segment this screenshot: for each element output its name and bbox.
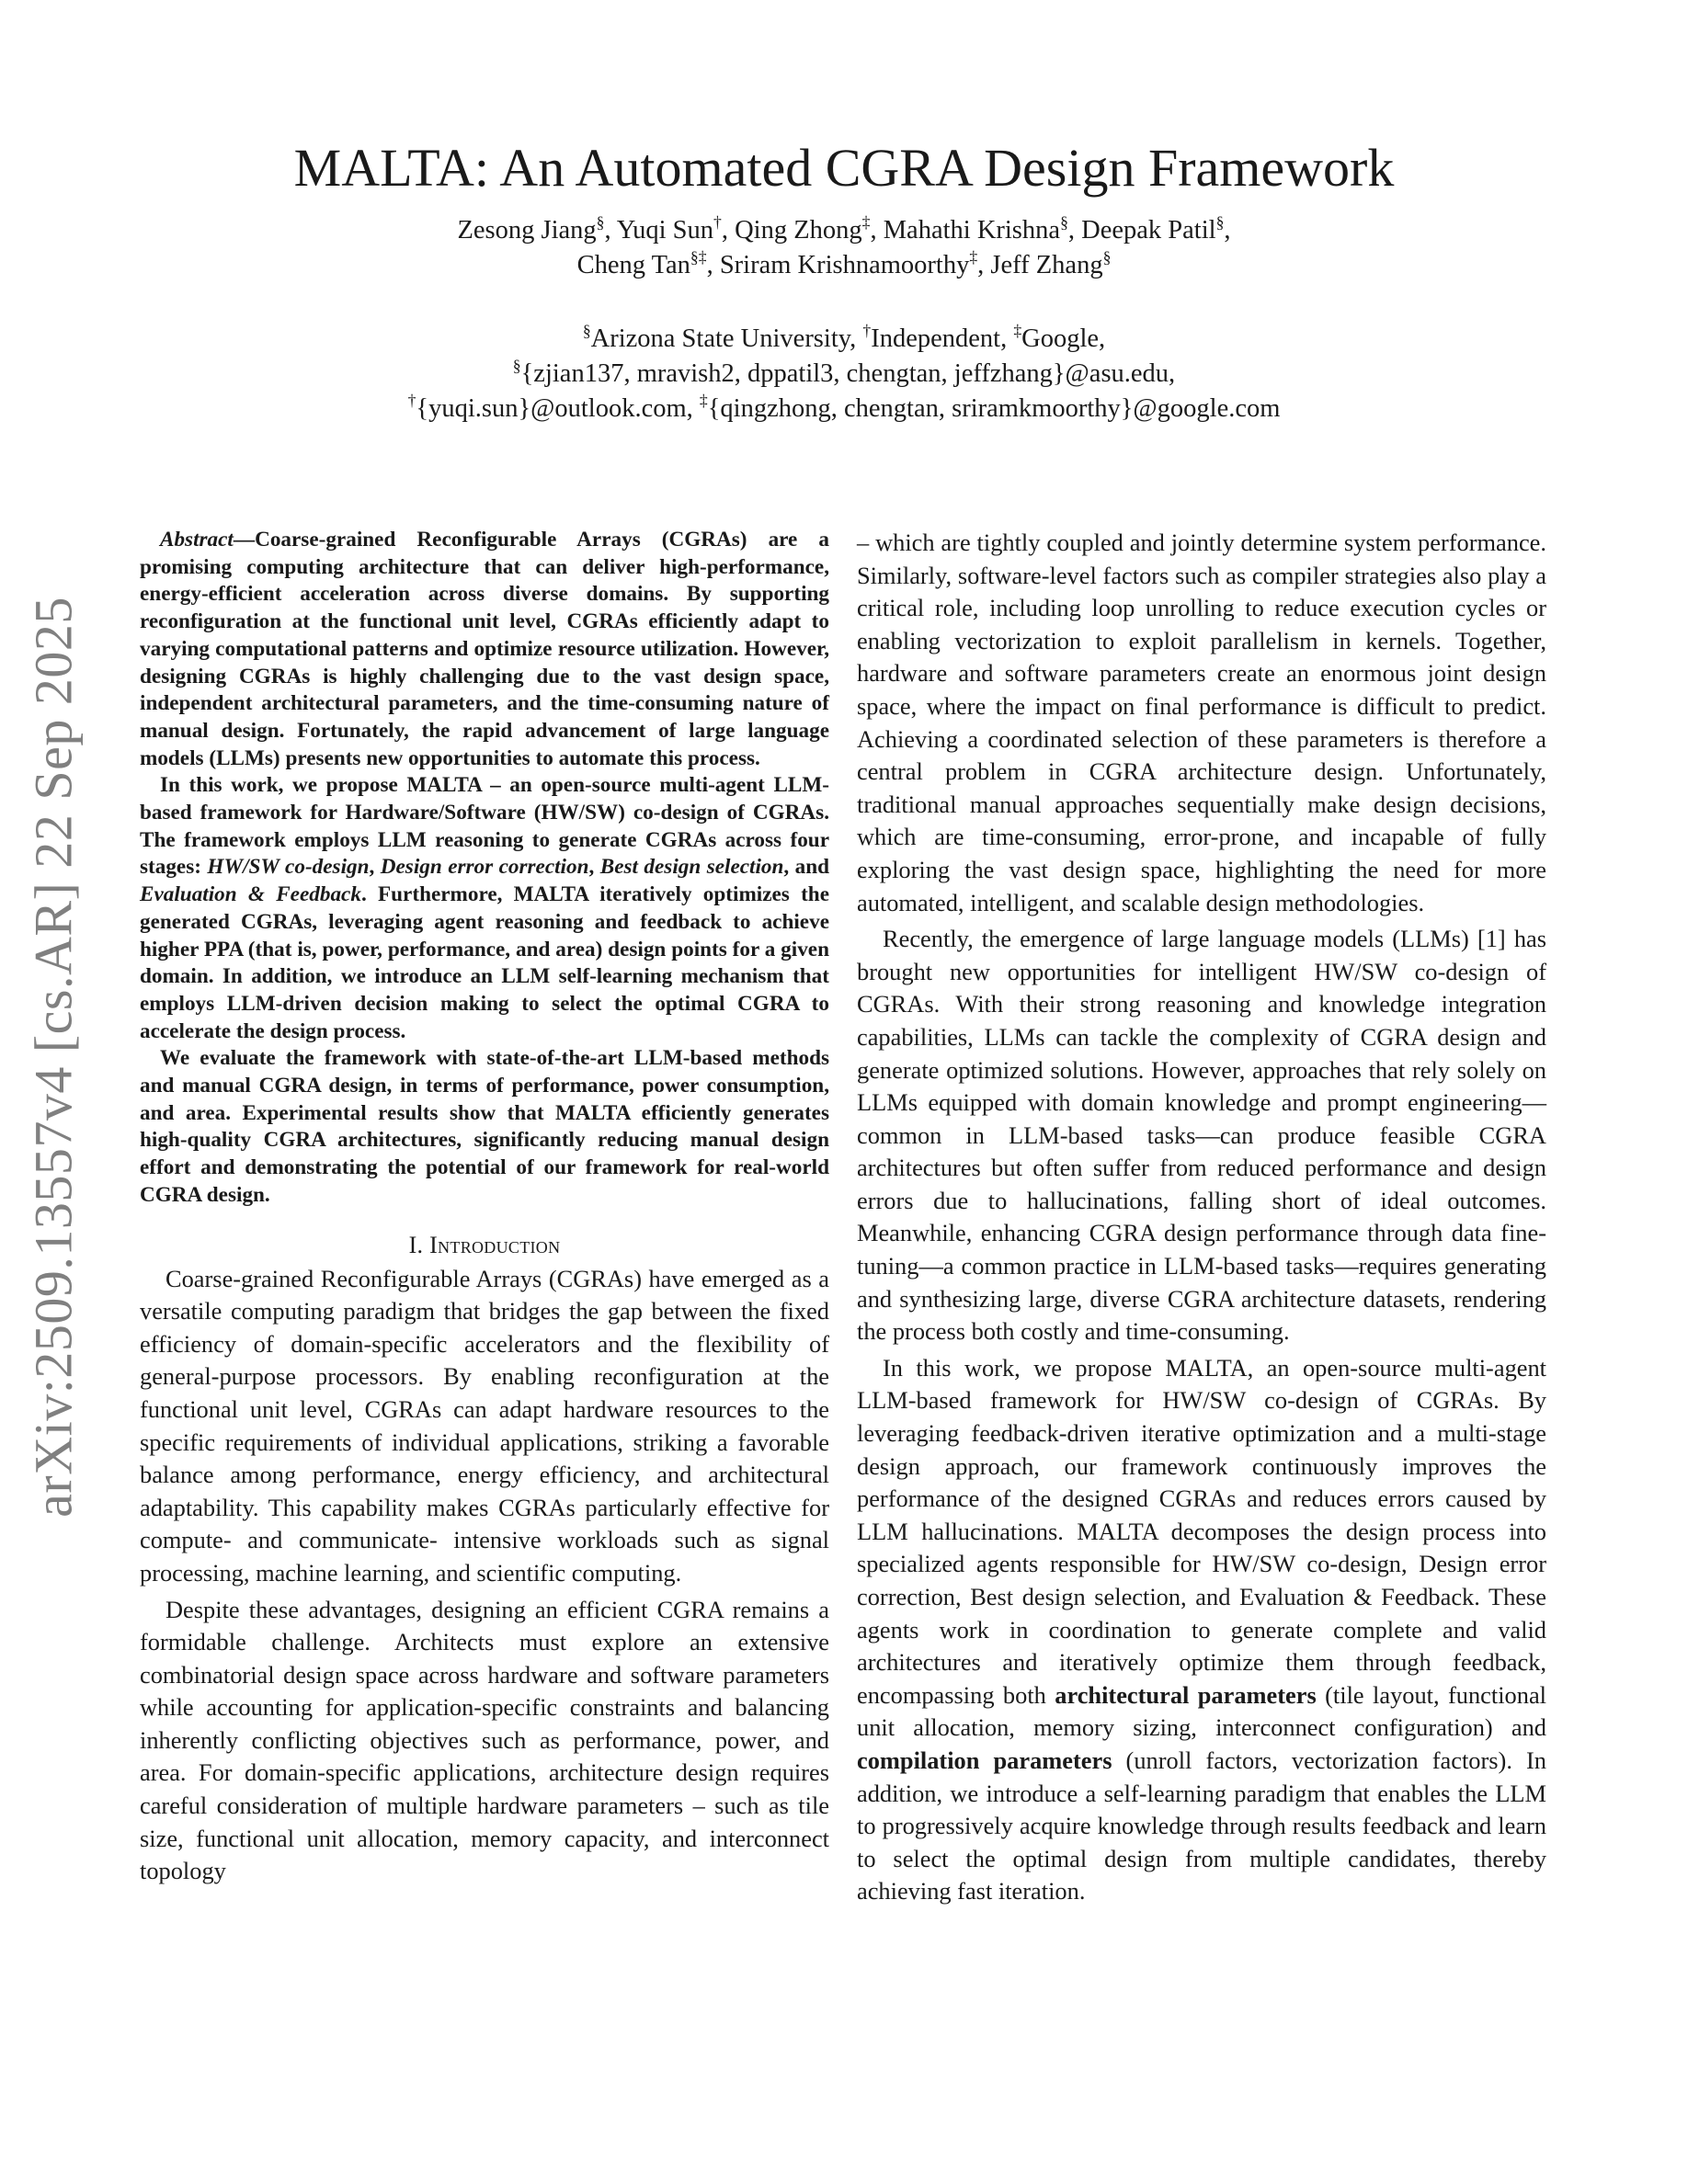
author-name: Cheng Tan <box>576 251 690 279</box>
author-line-2: Cheng Tan§‡, Sriram Krishnamoorthy‡, Jeff Zhang§ <box>576 247 1112 279</box>
body-paragraph-continued: – which are tightly coupled and jointly determine system performance. Similarly, software-level factors such as compiler strategies also play a critical role, including loop unrolling to reduce execution cycles or enabling vectorization to exploit parallelism in kernels. Together, hardware and software parameters create an enormous joint design space, where the impact on final performance is difficult to predict. Achieving a coordinated selection of these parameters is therefore a central problem in CGRA architecture design. Unfortunately, traditional manual approaches sequentially make design decisions, which are time-consuming, error-prone, and incapable of fully exploring the vast design space, highlighting the need for more automated, intelligent, and scalable design methodologies. <box>857 529 1546 916</box>
affiliation-name: Independent, <box>871 324 1014 353</box>
author-list <box>0 213 1688 283</box>
author-name: Deepak Patil <box>1081 216 1216 245</box>
affiliation-mark: ‡ <box>861 212 871 232</box>
arxiv-identifier-stamp: arXiv:2509.13557v4 [cs.AR] 22 Sep 2025 <box>23 597 84 1518</box>
email-line-other <box>0 392 1688 427</box>
stage-name: HW/SW co-design <box>207 855 370 880</box>
author-name: Sriram Krishnamoorthy <box>719 251 970 279</box>
affiliation-mark: ‡ <box>1013 321 1022 340</box>
affiliation-mark: §‡ <box>690 247 707 267</box>
abstract-text: In this work, we propose MALTA – an open-source multi-agent LLM-based framework for Hardware/Software (HW/SW) co-design of CGRAs. The framework employs LLM reasoning to generate CGRAs across four stages: <box>140 773 829 880</box>
abstract-text: , and <box>783 855 830 880</box>
affiliation-mark: † <box>407 391 416 410</box>
email-addresses: {yuqi.sun}@outlook.com, <box>416 394 700 423</box>
affiliation-name: Arizona State University, <box>590 324 863 353</box>
abstract <box>140 527 829 1210</box>
emphasis-architectural-parameters: architectural parameters <box>1055 1680 1317 1709</box>
stage-name: Design error correction <box>380 855 589 880</box>
email-line-asu <box>0 357 1688 392</box>
author-name: Mahathi Krishna <box>883 216 1061 245</box>
body-text: In this work, we propose MALTA, an open-source multi-agent LLM-based framework for HW/SW co-design of CGRAs. By leveraging feedback-driven iterative optimization and a multi-stage design approach, our framework continuously improves the performance of the designed CGRAs and reduces errors caused by LLM hallucinations. MALTA decomposes the design process into specialized agents responsible for HW/SW co-design, Design error correction, Best design selection, and Evaluation & Feedback. These agents work in coordination to generate complete and valid architectures and iteratively optimize them through feedback, encompassing both <box>857 1353 1546 1709</box>
body-paragraph <box>857 1352 1546 1908</box>
affiliation-line <box>0 322 1688 357</box>
abstract-text: , <box>588 855 600 880</box>
right-column <box>857 527 1546 1908</box>
affiliation-mark: † <box>862 321 872 340</box>
body-paragraph: Recently, the emergence of large language models (LLMs) [1] has brought new opportunities for intelligent HW/SW co-design of CGRAs. With their strong reasoning and knowledge integration capabilities, LLMs can tackle the complexity of CGRA design and generate optimized solutions. However, approaches that rely solely on LLMs equipped with domain knowledge and prompt engineering—common in LLM-based tasks—can produce feasible CGRA architectures but often suffer from reduced performance and design errors due to hallucinations, falling short of ideal outcomes. Meanwhile, enhancing CGRA design performance through data fine-tuning—a common practice in LLM-based tasks—requires generating and synthesizing large, diverse CGRA architecture datasets, rendering the process both costly and time-consuming. <box>857 925 1546 1346</box>
author-name: Jeff Zhang <box>990 251 1103 279</box>
body-paragraph: Coarse-grained Reconfigurable Arrays (CGRAs) have emerged as a versatile computing paradigm that bridges the gap between the fixed efficiency of domain-specific accelerators and the flexibility of general-purpose processors. By enabling reconfiguration at the functional unit level, CGRAs can adapt hardware resources to the specific requirements of individual applications, striking a favorable balance among performance, energy efficiency, and architectural adaptability. This capability makes CGRAs particularly effective for compute- and communicate- intensive workloads such as signal processing, machine learning, and scientific computing. <box>140 1264 829 1587</box>
abstract-text: . Furthermore, MALTA iteratively optimizes the generated CGRAs, leveraging agent reasoning and feedback to achieve higher PPA (that is, power, performance, and area) design points for a given domain. In addition, we introduce an LLM self-learning mechanism that employs LLM-driven decision making to select the optimal CGRA to accelerate the design process. <box>140 882 829 1043</box>
affiliation-mark: § <box>512 356 521 375</box>
author-name: Yuqi Sun <box>616 216 714 245</box>
author-name: Qing Zhong <box>735 216 862 245</box>
affiliation-name: Google, <box>1021 324 1106 353</box>
emphasis-compilation-parameters: compilation parameters <box>857 1746 1112 1774</box>
email-addresses: {qingzhong, chengtan, sriramkmoorthy}@google.com <box>707 394 1281 423</box>
stage-name: Best design selection <box>599 855 784 880</box>
affiliation-mark: ‡ <box>969 247 978 267</box>
author-line-1: Zesong Jiang§, Yuqi Sun†, Qing Zhong‡, Mahathi Krishna§, Deepak Patil§, <box>457 212 1231 245</box>
affiliation-mark: † <box>713 212 722 232</box>
paper-title: MALTA: An Automated CGRA Design Framework <box>293 138 1395 198</box>
abstract-paragraph: We evaluate the framework with state-of-the-art LLM-based methods and manual CGRA design, in terms of performance, power consumption, and area. Experimental results show that MALTA efficiently generates high-quality CGRA architectures, significantly reducing manual design effort and demonstrating the potential of our framework for real-world CGRA design. <box>140 1046 829 1207</box>
affiliation-mark: § <box>1215 212 1225 232</box>
affiliations-block <box>0 322 1688 427</box>
affiliation-mark: § <box>596 212 605 232</box>
abstract-label: Abstract <box>160 528 234 552</box>
stage-name: Evaluation & Feedback <box>140 882 361 907</box>
affiliation-mark: § <box>1102 247 1112 267</box>
left-column <box>140 527 829 1888</box>
body-text: (unroll factors, vectorization factors). In addition, we introduce a self-learning paradigm that enables the LLM to progressively acquire knowledge through results feedback and learn to select the optimal design from multiple candidates, thereby achieving fast iteration. <box>857 1746 1547 1905</box>
affiliation-mark: § <box>1060 212 1068 232</box>
affiliation-mark: § <box>582 321 591 340</box>
author-name: Zesong Jiang <box>457 216 597 245</box>
abstract-text: , <box>369 855 381 880</box>
affiliation-mark: ‡ <box>699 391 708 410</box>
section-heading-introduction: I. Introduction <box>408 1231 561 1258</box>
body-text: (tile layout, functional unit allocation, memory sizing, interconnect configuration) and <box>857 1680 1546 1742</box>
abstract-paragraph <box>140 772 829 1045</box>
abstract-text: —Coarse-grained Reconfigurable Arrays (CGRAs) are a promising computing architecture that can deliver high-performance, energy-efficient acceleration across diverse domains. By supporting reconfiguration at the functional unit level, CGRAs efficiently adapt to varying computational patterns and optimize resource utilization. However, designing CGRAs is highly challenging due to the vast design space, independent architectural parameters, and the time-consuming nature of manual design. Fortunately, the rapid advancement of large language models (LLMs) presents new opportunities to automate this process. <box>140 528 829 770</box>
email-addresses: {zjian137, mravish2, dppatil3, chengtan, jeffzhang}@asu.edu, <box>520 359 1176 388</box>
body-paragraph: Despite these advantages, designing an efficient CGRA remains a formidable challenge. Architects must explore an extensive combinatorial design space across hardware and software parameters while accounting for application-specific constraints and balancing inherently conflicting objectives such as performance, power, and area. For domain-specific applications, architecture design requires careful consideration of multiple hardware parameters – such as tile size, functional unit allocation, memory capacity, and interconnect topology <box>140 1595 829 1885</box>
abstract-paragraph <box>140 527 829 772</box>
introduction-left <box>140 1263 829 1888</box>
